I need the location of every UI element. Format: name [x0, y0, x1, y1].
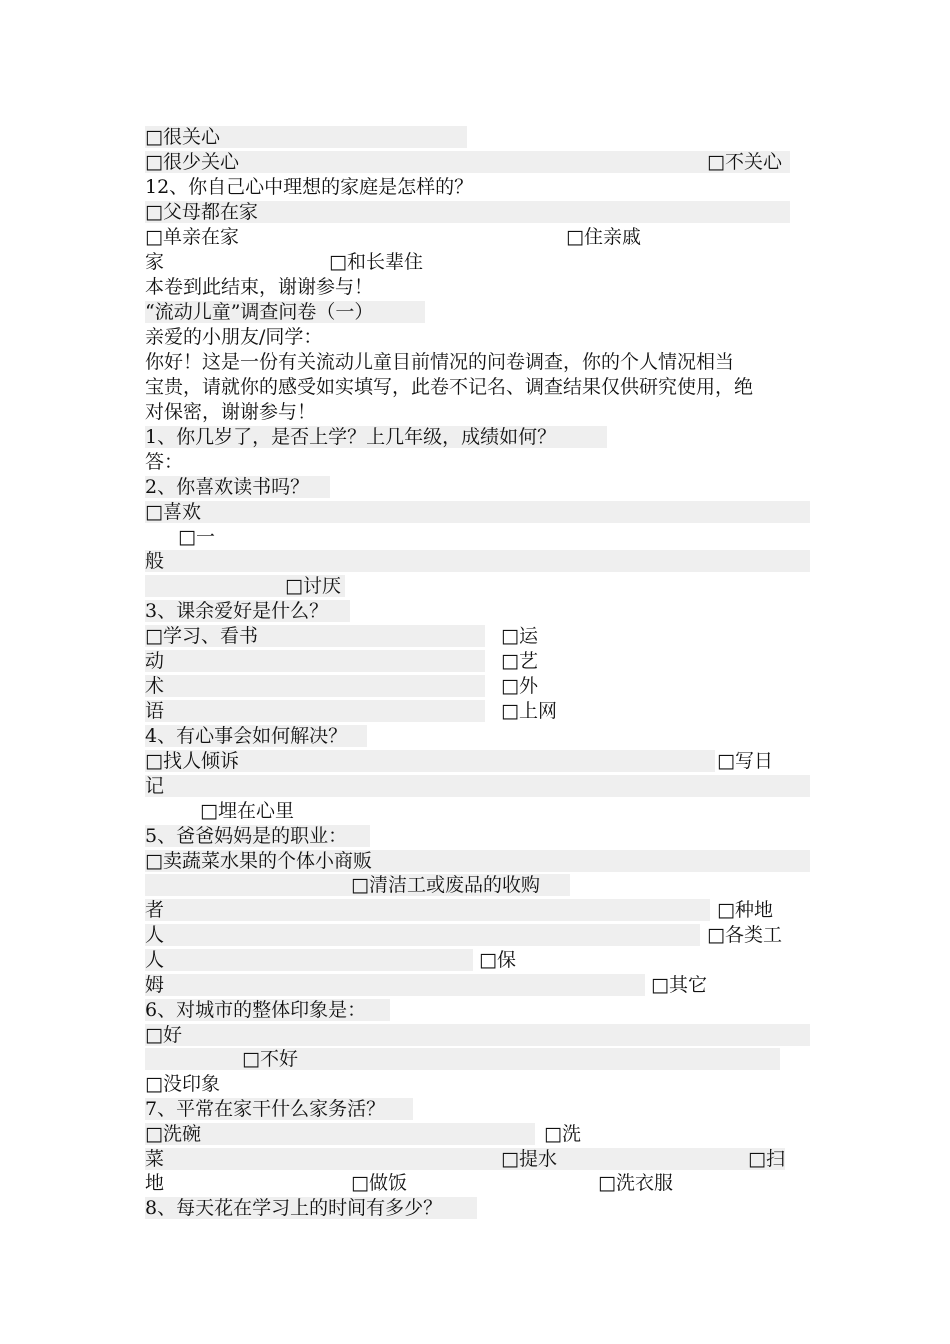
- q12-row-2: [145, 226, 655, 248]
- option-worker-cont: 人: [145, 949, 473, 971]
- q2-question: 2、你喜欢读书吗？: [145, 476, 330, 498]
- q7-row-1: [145, 1123, 595, 1145]
- option-art[interactable]: □艺: [501, 650, 538, 672]
- q6-row-1: [145, 1024, 810, 1046]
- q8-question: 8、每天花在学习上的时间有多少？: [145, 1197, 477, 1219]
- option-vendor[interactable]: □卖蔬菜水果的个体小商贩: [145, 850, 372, 872]
- q1-answer-label: 答：: [145, 451, 184, 473]
- option-farmer[interactable]: □种地: [717, 899, 773, 921]
- option-good-impression[interactable]: □好: [145, 1024, 182, 1046]
- q11-row-1: [145, 126, 467, 148]
- q6-row-2: [145, 1048, 780, 1070]
- q11-row-2: [145, 151, 790, 173]
- q7-row-3: [145, 1172, 690, 1194]
- q5-row-3: [145, 899, 785, 921]
- option-single-parent[interactable]: □单亲在家: [145, 226, 239, 248]
- option-wash-dishes[interactable]: □洗碗: [145, 1123, 535, 1145]
- q5-row-6: [145, 974, 725, 996]
- option-bad-impression[interactable]: □不好: [242, 1048, 298, 1070]
- option-not-concerned[interactable]: □不关心: [707, 151, 782, 173]
- q5-row-4: [145, 924, 790, 946]
- survey-intro-line-3: 对保密，谢谢参与！: [145, 401, 317, 423]
- q1-question: 1、你几岁了，是否上学？上几年级，成绩如何？: [145, 426, 607, 448]
- option-like-reading[interactable]: □喜欢: [145, 501, 201, 523]
- q4-question: 4、有心事会如何解决？: [145, 725, 367, 747]
- option-cook[interactable]: □做饭: [351, 1172, 407, 1194]
- option-art-cont: 术: [145, 675, 485, 697]
- q5-question: 5、爸爸妈妈是的职业：: [145, 825, 370, 847]
- option-diary[interactable]: □写日: [717, 750, 773, 772]
- option-average[interactable]: □一: [178, 526, 215, 548]
- option-foreign-language-cont: 语: [145, 700, 485, 722]
- option-wash-vegetables-cont: 菜: [145, 1148, 785, 1170]
- option-wash-vegetables[interactable]: □洗: [544, 1123, 581, 1145]
- q2-row-3: [145, 550, 810, 572]
- q5-row-5: [145, 949, 525, 971]
- option-average-cont: 般: [145, 550, 165, 572]
- q7-question: 7、平常在家干什么家务活？: [145, 1098, 413, 1120]
- option-study-reading[interactable]: □学习、看书: [145, 625, 485, 647]
- q2-row-1: [145, 501, 810, 523]
- q6-question: 6、对城市的整体印象是：: [145, 999, 390, 1021]
- survey-title: “流动儿童”调查问卷（一）: [145, 301, 425, 323]
- option-diary-cont: 记: [145, 775, 165, 797]
- option-sport[interactable]: □运: [501, 625, 538, 647]
- q12-row-1: [145, 201, 790, 223]
- option-nanny[interactable]: □保: [479, 949, 516, 971]
- option-live-with-relatives[interactable]: □住亲戚: [566, 226, 641, 248]
- option-keep-to-self[interactable]: □埋在心里: [200, 800, 294, 822]
- option-live-with-elders[interactable]: □和长辈住: [329, 251, 423, 273]
- option-both-parents[interactable]: □父母都在家: [145, 201, 258, 223]
- option-talk-to-someone[interactable]: □找人倾诉: [145, 750, 239, 772]
- option-cleaner[interactable]: □清洁工或废品的收购: [351, 874, 540, 896]
- q12-row-3: [145, 251, 440, 273]
- option-cleaner-cont: 者: [145, 899, 710, 921]
- option-no-impression[interactable]: □没印象: [145, 1073, 220, 1095]
- q3-row-2: [145, 650, 545, 672]
- option-internet[interactable]: □上网: [501, 700, 557, 722]
- q4-row-2: [145, 775, 810, 797]
- q5-row-1: [145, 850, 810, 872]
- q5-row-2: [145, 874, 570, 896]
- q12-question: 12、你自己心中理想的家庭是怎样的？: [145, 176, 474, 198]
- survey-intro-line-2: 宝贵，请就你的感受如实填写，此卷不记名、调查结果仅供研究使用，绝: [145, 376, 754, 398]
- q3-row-4: [145, 700, 585, 722]
- q3-row-3: [145, 675, 545, 697]
- option-dislike-reading[interactable]: □讨厌: [285, 575, 341, 597]
- q2-row-4: [145, 575, 345, 597]
- option-rarely-concerned[interactable]: □很少关心: [145, 151, 239, 173]
- survey-greeting: 亲爱的小朋友/同学：: [145, 326, 323, 348]
- option-sport-cont: 动: [145, 650, 485, 672]
- option-carry-water[interactable]: □提水: [501, 1148, 557, 1170]
- q3-question: 3、课余爱好是什么？: [145, 600, 350, 622]
- q3-row-1: [145, 625, 545, 647]
- option-sweep-cont: 地: [145, 1172, 165, 1194]
- option-farmer-cont: 人: [145, 924, 700, 946]
- option-laundry[interactable]: □洗衣服: [598, 1172, 673, 1194]
- option-worker[interactable]: □各类工: [707, 924, 782, 946]
- survey-intro-line-1: 你好！这是一份有关流动儿童目前情况的问卷调查，你的个人情况相当: [145, 351, 735, 373]
- option-foreign-language[interactable]: □外: [501, 675, 538, 697]
- q7-row-2: [145, 1148, 795, 1170]
- end-text: 本卷到此结束，谢谢参与！: [145, 276, 374, 298]
- option-very-concerned[interactable]: □很关心: [145, 126, 220, 148]
- q4-row-1: [145, 750, 715, 772]
- option-live-with-relatives-cont: 家: [145, 251, 165, 273]
- option-nanny-cont: 姆: [145, 974, 645, 996]
- option-sweep[interactable]: □扫: [748, 1148, 785, 1170]
- option-other[interactable]: □其它: [651, 974, 707, 996]
